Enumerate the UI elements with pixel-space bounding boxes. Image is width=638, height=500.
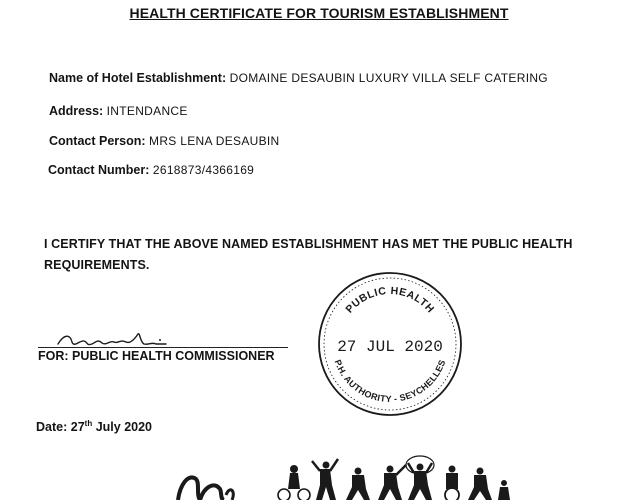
field-label: Name of Hotel Establishment: (49, 71, 227, 85)
field-label: Contact Number: (48, 163, 150, 177)
field-hotel-name (49, 71, 548, 85)
date-day: 27 (70, 420, 85, 435)
decorative-silhouette-logo (170, 455, 630, 500)
field-value: MRS LENA DESAUBIN (149, 134, 280, 148)
stamp-top-text: PUBLIC HEALTH (343, 284, 437, 316)
date-suffix: th (84, 419, 93, 428)
svg-text:PUBLIC HEALTH (343, 285, 436, 316)
public-health-stamp (316, 270, 464, 418)
field-contact-person (49, 134, 280, 148)
stamp-date: 27 JUL 2020 (337, 338, 443, 356)
certificate-title: HEALTH CERTIFICATE FOR TOURISM ESTABLISHMENT (129, 5, 509, 21)
date-month-year: July 2020 (95, 420, 152, 435)
field-value: INTENDANCE (106, 104, 188, 118)
signature-line (38, 347, 288, 348)
field-address (49, 104, 188, 118)
date-label: Date: (36, 420, 68, 435)
signatory-label: FOR: PUBLIC HEALTH COMMISSIONER (38, 349, 275, 363)
issue-date (36, 419, 152, 434)
field-contact-number (48, 163, 254, 177)
field-label: Contact Person: (49, 134, 146, 148)
certification-text-line-2: REQUIREMENTS. (44, 258, 150, 272)
field-label: Address: (49, 104, 104, 118)
certification-text-line-1: I CERTIFY THAT THE ABOVE NAMED ESTABLISHMENT HAS MET THE PUBLIC HEALTH (44, 237, 573, 251)
svg-text:P.H. AUTHORITY - SEYCHELLES (333, 358, 448, 404)
stamp-bottom-text: P.H. AUTHORITY - SEYCHELLES (332, 358, 448, 405)
field-value: DOMAINE DESAUBIN LUXURY VILLA SELF CATERING (229, 71, 548, 85)
field-value: 2618873/4366169 (152, 163, 255, 177)
